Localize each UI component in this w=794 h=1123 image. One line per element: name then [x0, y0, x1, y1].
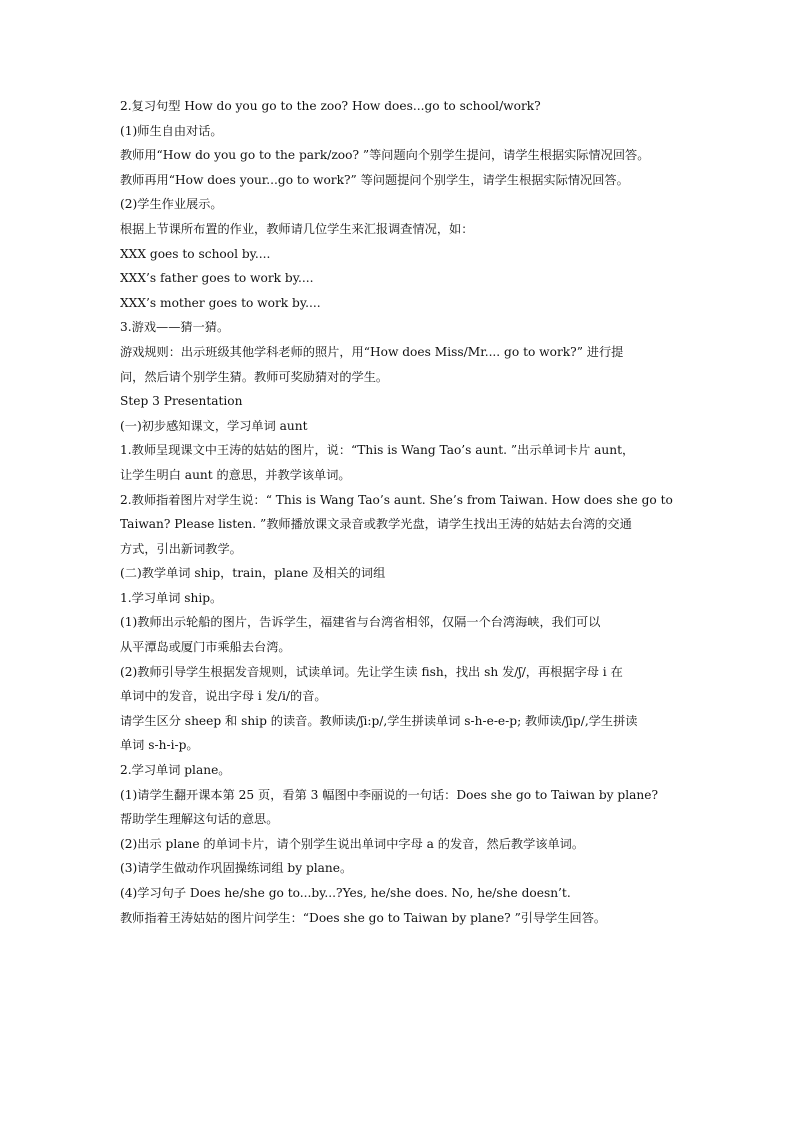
text-line: 教师再用“How does your...go to work?” 等问题提问个别学生，请学生根据实际情况回答。	[120, 172, 629, 187]
text-line: (3)请学生做动作巩固操练词组 by plane。	[120, 861, 353, 876]
text-line: 请学生区分 sheep 和 ship 的读音。教师读/ʃi:p/,学生拼读单词 s-h-e-e-p; 教师读/ʃip/,学生拼读	[120, 713, 638, 728]
text-line: (一)初步感知课文，学习单词 aunt	[120, 418, 308, 433]
text-line: (2)出示 plane 的单词卡片，请个别学生说出单词中字母 a 的发音，然后教学该单词。	[120, 836, 585, 851]
text-line: 从平潭岛或厦门市乘船去台湾。	[120, 640, 291, 655]
text-line: Taiwan? Please listen. ”教师播放课文录音或教学光盘，请学生找出王涛的姑姑去台湾的交通	[120, 517, 632, 532]
text-line: (1)师生自由对话。	[120, 123, 223, 138]
text-line: 教师用“How do you go to the park/zoo? ”等问题向个别学生提问，请学生根据实际情况回答。	[120, 148, 650, 163]
text-line: 教师指着王涛姑姑的图片问学生：“Does she go to Taiwan by plane? ”引导学生回答。	[120, 910, 607, 925]
text-line: 1.教师呈现课文中王涛的姑姑的图片，说：“This is Wang Tao’s aunt. ”出示单词卡片 aunt，	[120, 443, 635, 458]
document-body	[120, 94, 680, 930]
text-line: 游戏规则：出示班级其他学科老师的照片，用“How does Miss/Mr.... go to work?” 进行提	[120, 344, 624, 359]
text-line: (二)教学单词 ship，train，plane 及相关的词组	[120, 566, 386, 581]
text-line: 方式，引出新词教学。	[120, 541, 242, 556]
text-line: (4)学习句子 Does he/she go to...by...?Yes, he/she does. No, he/she doesn’t.	[120, 886, 571, 900]
text-line: 2.学习单词 plane。	[120, 763, 231, 778]
text-line: 单词中的发音，说出字母 i 发/i/的音。	[120, 689, 327, 704]
text-line: XXX’s mother goes to work by....	[120, 295, 321, 310]
text-line: (2)学生作业展示。	[120, 197, 223, 212]
text-line: 问，然后请个别学生猜。教师可奖励猜对的学生。	[120, 369, 389, 384]
text-line: 2.复习句型 How do you go to the zoo? How does...go to school/work?	[120, 99, 541, 113]
text-line: 根据上节课所布置的作业，教师请几位学生来汇报调查情况，如：	[120, 221, 474, 236]
text-line: 2.教师指着图片对学生说：“ This is Wang Tao’s aunt. She’s from Taiwan. How does she go to	[120, 492, 673, 507]
text-line: 1.学习单词 ship。	[120, 590, 223, 605]
text-line: 3.游戏——猜一猜。	[120, 320, 230, 335]
text-line: 让学生明白 aunt 的意思，并教学该单词。	[120, 467, 351, 482]
section-heading: Step 3 Presentation	[120, 394, 243, 409]
text-line: (1)教师出示轮船的图片，告诉学生，福建省与台湾省相邻，仅隔一个台湾海峡，我们可以	[120, 615, 601, 630]
text-line: 单词 s-h-i-p。	[120, 738, 199, 753]
text-line: (2)教师引导学生根据发音规则，试读单词。先让学生读 fish，找出 sh 发/ʃ/，再根据字母 i 在	[120, 664, 623, 679]
text-line: 帮助学生理解这句话的意思。	[120, 812, 279, 827]
text-line: (1)请学生翻开课本第 25 页，看第 3 幅图中李丽说的一句话：Does she go to Taiwan by plane?	[120, 787, 658, 802]
text-line: XXX goes to school by....	[120, 246, 271, 261]
text-line: XXX’s father goes to work by....	[120, 271, 314, 286]
